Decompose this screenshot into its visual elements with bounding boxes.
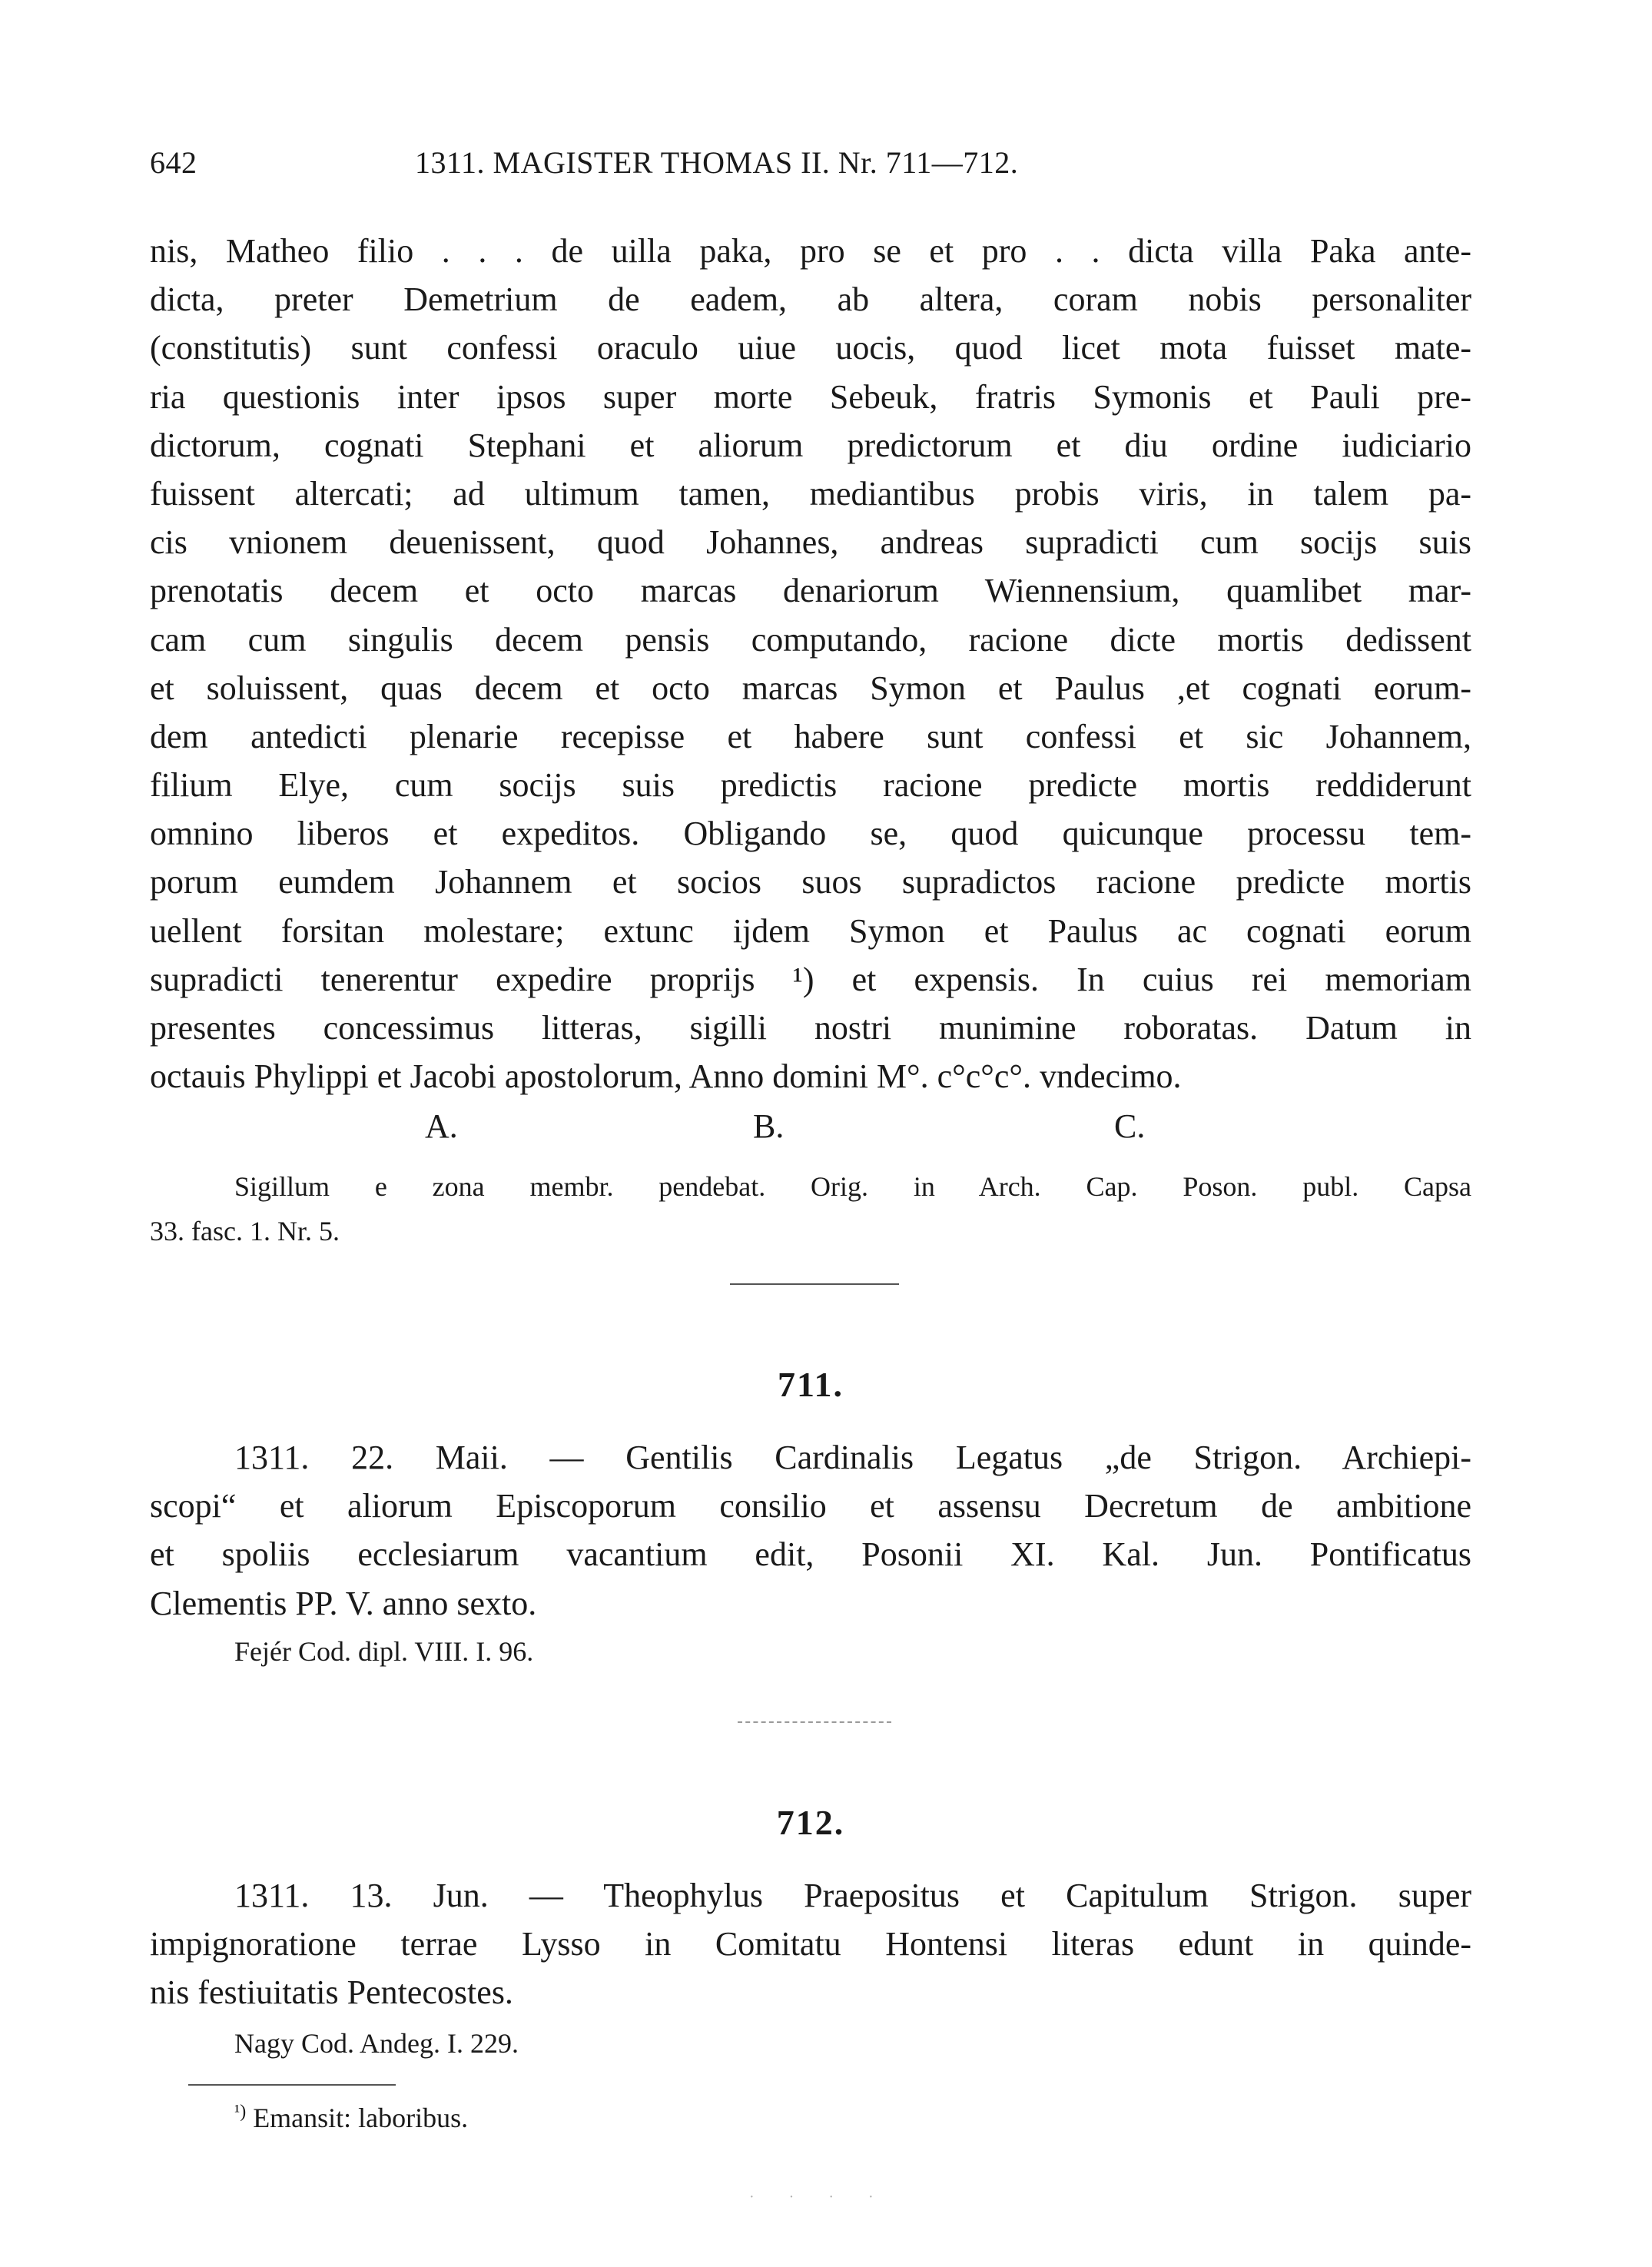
- text-line: nis, Matheo filio . . . de uilla paka, pro se et pro . . dicta villa Paka ante-: [150, 232, 1471, 270]
- regest-line: 1311. 13. Jun. — Theophylus Praepositus et Capitulum Strigon. super: [234, 1877, 1471, 1914]
- text-line: omnino liberos et expeditos. Obligando se, quod quicunque processu tem-: [150, 815, 1471, 853]
- text-line: porum eumdem Johannem et socios suos supradictos racione predicte mortis: [150, 863, 1471, 901]
- text-line: presentes concessimus litteras, sigilli nostri munimine roboratas. Datum in: [150, 1009, 1471, 1047]
- regest-711: [150, 1433, 1471, 1628]
- main-text: [150, 227, 1471, 1100]
- text-line: (constitutis) sunt confessi oraculo uiue uocis, quod licet mota fuisset mate-: [150, 329, 1471, 367]
- text-line: filium Elye, cum socijs suis predictis racione predicte mortis reddiderunt: [150, 766, 1471, 805]
- section-divider: [738, 1721, 891, 1723]
- text-line: prenotatis decem et octo marcas denariorum Wiennensium, quamlibet mar-: [150, 572, 1471, 610]
- footnote-rule: [188, 2084, 396, 2086]
- regest-line: et spoliis ecclesiarum vacantium edit, Posonii XI. Kal. Jun. Pontificatus: [150, 1535, 1471, 1574]
- running-head: [150, 144, 1471, 191]
- text-line: dictorum, cognati Stephani et aliorum predictorum et diu ordine iudiciario: [150, 426, 1471, 464]
- source-line: Nagy Cod. Andeg. I. 229.: [234, 2028, 519, 2059]
- footnote: [234, 2102, 468, 2134]
- witness-letter-a: A.: [425, 1107, 458, 1145]
- page-number: 642: [150, 145, 197, 180]
- print-speckle: · · · ·: [749, 2189, 889, 2206]
- source-711: [150, 1629, 1471, 1674]
- footnote-marker: ¹): [234, 2102, 247, 2122]
- document-page: [150, 0, 1471, 2267]
- doc-number-712: 712.: [776, 1803, 845, 1842]
- witness-letter-b: B.: [753, 1107, 785, 1145]
- regest-line: nis festiuitatis Pentecostes.: [150, 1973, 513, 2012]
- regest-line: impignoratione terrae Lysso in Comitatu Hontensi literas edunt in quinde-: [150, 1925, 1471, 1963]
- witness-letter-c: C.: [1114, 1107, 1146, 1145]
- text-line: cam cum singulis decem pensis computando, racione dicte mortis dedissent: [150, 620, 1471, 659]
- text-line: dicta, preter Demetrium de eadem, ab altera, coram nobis personaliter: [150, 280, 1471, 319]
- text-line: cis vnionem deuenissent, quod Johannes, andreas supradicti cum socijs suis: [150, 523, 1471, 562]
- seal-note: [150, 1164, 1471, 1253]
- text-line: uellent forsitan molestare; extunc ijdem Symon et Paulus ac cognati eorum: [150, 911, 1471, 950]
- footnote-text: Emansit: laboribus.: [253, 2103, 469, 2133]
- text-line: dem antedicti plenarie recepisse et habere sunt confessi et sic Johannem,: [150, 717, 1471, 755]
- text-line: octauis Phylippi et Jacobi apostolorum, Anno domini M°. c°c°c°. vndecimo.: [150, 1057, 1182, 1096]
- witness-letters: [150, 1107, 1471, 1153]
- regest-line: scopi“ et aliorum Episcoporum consilio et assensu Decretum de ambitione: [150, 1487, 1471, 1525]
- regest-712: [150, 1871, 1471, 2017]
- source-712: [150, 2021, 1471, 2066]
- text-line: supradicti tenerentur expedire proprijs ¹) et expensis. In cuius rei memoriam: [150, 960, 1471, 998]
- source-line: Fejér Cod. dipl. VIII. I. 96.: [234, 1636, 534, 1667]
- seal-note-line: 33. fasc. 1. Nr. 5.: [150, 1216, 340, 1246]
- running-head-title: 1311. MAGISTER THOMAS II. Nr. 711—712.: [415, 145, 1019, 180]
- section-divider: [730, 1283, 899, 1285]
- regest-line: 1311. 22. Maii. — Gentilis Cardinalis Legatus „de Strigon. Archiepi-: [234, 1439, 1471, 1476]
- doc-number-711: 711.: [778, 1365, 844, 1404]
- seal-note-line: Sigillum e zona membr. pendebat. Orig. in Arch. Cap. Poson. publ. Capsa: [234, 1171, 1471, 1202]
- text-line: ria questionis inter ipsos super morte Sebeuk, fratris Symonis et Pauli pre-: [150, 377, 1471, 416]
- regest-line: Clementis PP. V. anno sexto.: [150, 1584, 537, 1622]
- text-line: et soluissent, quas decem et octo marcas Symon et Paulus ,et cognati eorum-: [150, 669, 1471, 707]
- text-line: fuissent altercati; ad ultimum tamen, mediantibus probis viris, in talem pa-: [150, 474, 1471, 513]
